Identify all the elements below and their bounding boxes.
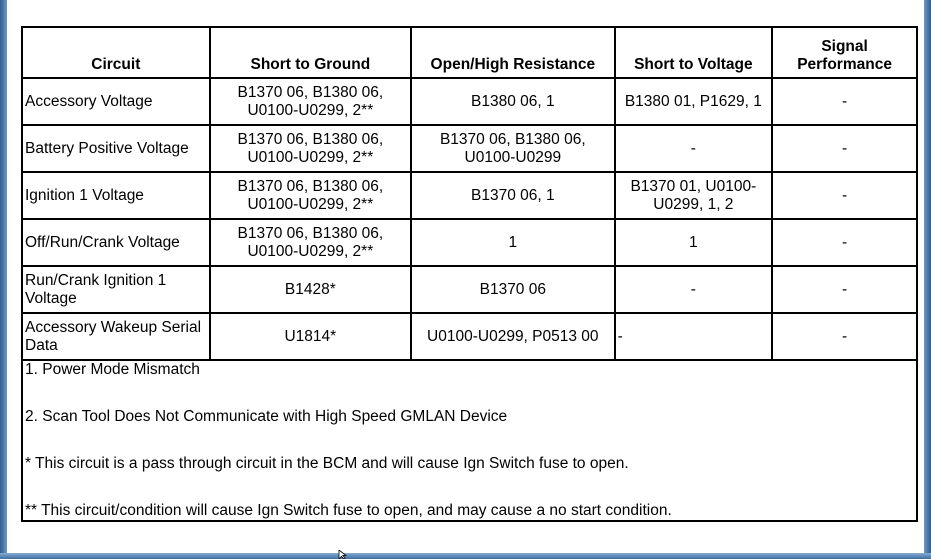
header-short-to-voltage: Short to Voltage	[615, 27, 773, 78]
cell-short-to-ground: B1370 06, B1380 06, U0100-U0299, 2**	[210, 172, 411, 219]
cell-short-to-voltage: -	[615, 266, 773, 313]
table-header-row	[22, 27, 917, 78]
note-pass-through-circuit: * This circuit is a pass through circuit in the BCM and will cause Ign Switch fuse to open.	[25, 455, 629, 472]
table-row	[22, 266, 917, 313]
cell-short-to-ground: B1370 06, B1380 06, U0100-U0299, 2**	[210, 125, 411, 172]
header-open-high-resistance: Open/High Resistance	[411, 27, 615, 78]
note-no-start-condition: ** This circuit/condition will cause Ign Switch fuse to open, and may cause a no start condition.	[25, 502, 672, 519]
cell-open-high-resistance: B1380 06, 1	[411, 78, 615, 125]
cell-short-to-ground: U1814*	[210, 313, 411, 360]
table-row	[22, 313, 917, 360]
cell-open-high-resistance: U0100-U0299, P0513 00	[411, 313, 615, 360]
cell-signal-performance: -	[772, 125, 917, 172]
cell-short-to-ground: B1370 06, B1380 06, U0100-U0299, 2**	[210, 219, 411, 266]
mouse-pointer-icon	[338, 550, 350, 559]
cell-signal-performance: -	[772, 219, 917, 266]
cell-circuit: Accessory Wakeup Serial Data	[22, 313, 210, 360]
header-circuit: Circuit	[22, 27, 210, 78]
cell-short-to-voltage: B1370 01, U0100-U0299, 1, 2	[615, 172, 773, 219]
notes-row	[22, 360, 917, 521]
cell-open-high-resistance: B1370 06, B1380 06, U0100-U0299	[411, 125, 615, 172]
cell-circuit: Run/Crank Ignition 1 Voltage	[22, 266, 210, 313]
cell-signal-performance: -	[772, 266, 917, 313]
cell-circuit: Battery Positive Voltage	[22, 125, 210, 172]
cell-circuit: Off/Run/Crank Voltage	[22, 219, 210, 266]
note-power-mode-mismatch: 1. Power Mode Mismatch	[25, 361, 200, 378]
cell-short-to-ground: B1370 06, B1380 06, U0100-U0299, 2**	[210, 78, 411, 125]
table-row	[22, 78, 917, 125]
cell-circuit: Ignition 1 Voltage	[22, 172, 210, 219]
table-row	[22, 172, 917, 219]
cell-signal-performance: -	[772, 172, 917, 219]
window-frame-left	[0, 0, 7, 559]
cell-signal-performance: -	[772, 78, 917, 125]
note-scan-tool: 2. Scan Tool Does Not Communicate with High Speed GMLAN Device	[25, 408, 508, 425]
table-row	[22, 125, 917, 172]
dtc-circuit-table	[21, 26, 918, 522]
document-content	[7, 0, 924, 553]
cell-open-high-resistance: B1370 06	[411, 266, 615, 313]
cell-short-to-voltage: 1	[615, 219, 773, 266]
table-row	[22, 219, 917, 266]
cell-open-high-resistance: B1370 06, 1	[411, 172, 615, 219]
window-frame-bottom	[0, 553, 931, 559]
header-signal-performance: Signal Performance	[772, 27, 917, 78]
cell-short-to-voltage: -	[615, 313, 773, 360]
cell-signal-performance: -	[772, 313, 917, 360]
header-short-to-ground: Short to Ground	[210, 27, 411, 78]
cell-circuit: Accessory Voltage	[22, 78, 210, 125]
notes-cell	[22, 360, 917, 521]
window-frame-right	[924, 0, 931, 559]
cell-short-to-voltage: B1380 01, P1629, 1	[615, 78, 773, 125]
cell-open-high-resistance: 1	[411, 219, 615, 266]
cell-short-to-voltage: -	[615, 125, 773, 172]
cell-short-to-ground: B1428*	[210, 266, 411, 313]
